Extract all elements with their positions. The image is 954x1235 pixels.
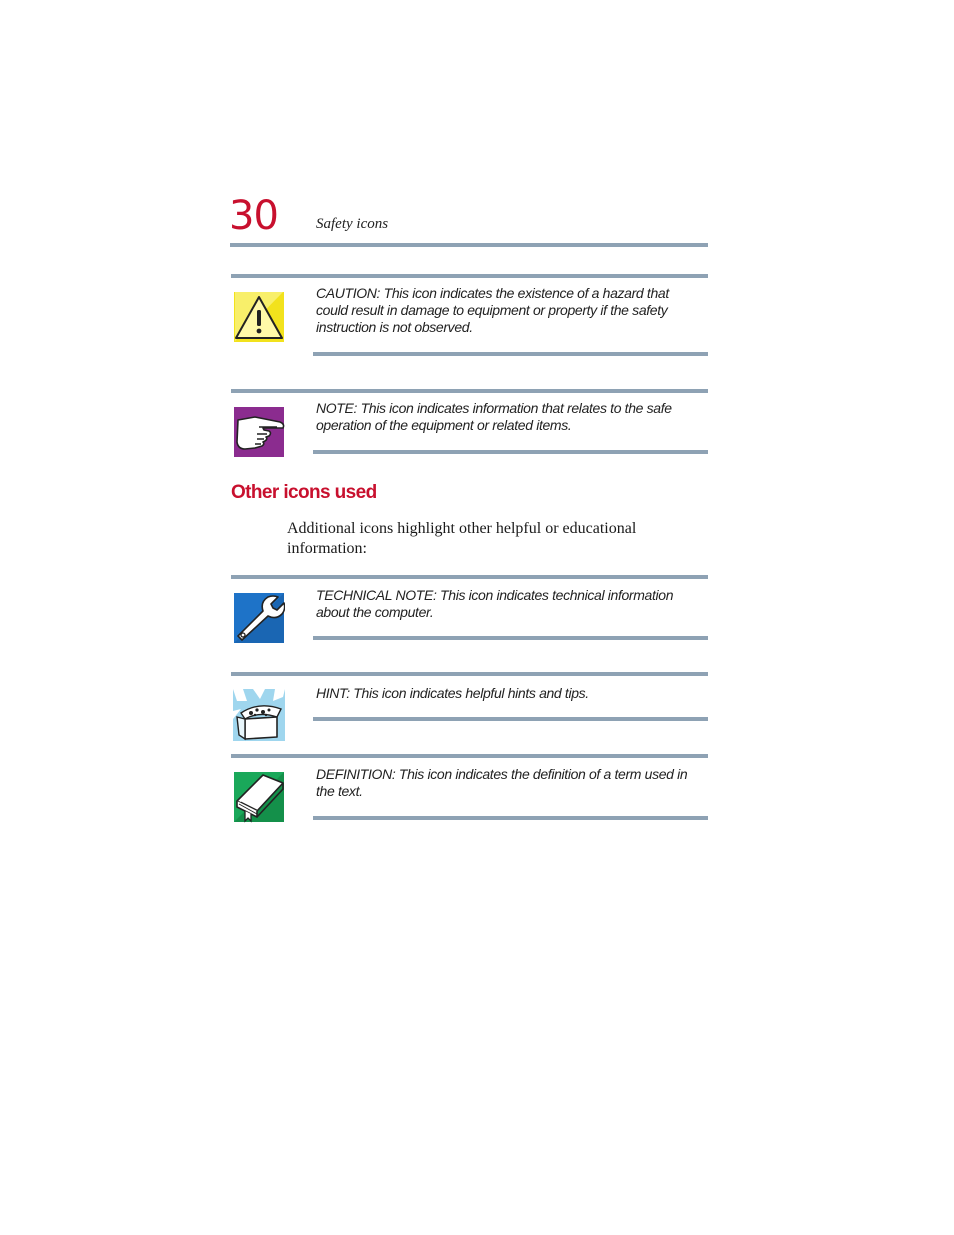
note-text: NOTE: This icon indicates information that relates to the safe operation of the equipment or related items.	[316, 400, 672, 433]
caution-bottom-rule	[313, 352, 708, 356]
page-number: 30	[229, 193, 278, 239]
header-rule	[230, 243, 708, 247]
pointing-hand-icon	[233, 406, 285, 458]
caution-text: CAUTION: This icon indicates the existence of a hazard that could result in damage to equipment or property if the safety instruction is not observed.	[316, 285, 669, 335]
hint-text: HINT: This icon indicates helpful hints and tips.	[316, 685, 589, 701]
technical-note-top-rule	[231, 575, 708, 579]
running-header-title: Safety icons	[316, 216, 389, 232]
definition-text: DEFINITION: This icon indicates the definition of a term used in the text.	[316, 766, 688, 799]
treasure-chest-icon	[233, 689, 285, 741]
caution-triangle-icon	[233, 291, 285, 343]
hint-bottom-rule	[313, 717, 708, 721]
note-top-rule	[231, 389, 708, 393]
technical-note-text: TECHNICAL NOTE: This icon indicates technical information about the computer.	[316, 587, 674, 620]
intro-paragraph: Additional icons highlight other helpful or educational information:	[287, 520, 637, 557]
note-bottom-rule	[313, 450, 708, 454]
caution-top-rule	[231, 274, 708, 278]
definition-bottom-rule	[313, 816, 708, 820]
book-icon	[233, 771, 285, 823]
definition-top-rule	[231, 754, 708, 758]
technical-note-bottom-rule	[313, 636, 708, 640]
section-heading: Other icons used	[231, 482, 377, 503]
wrench-icon	[233, 592, 285, 644]
hint-top-rule	[231, 672, 708, 676]
